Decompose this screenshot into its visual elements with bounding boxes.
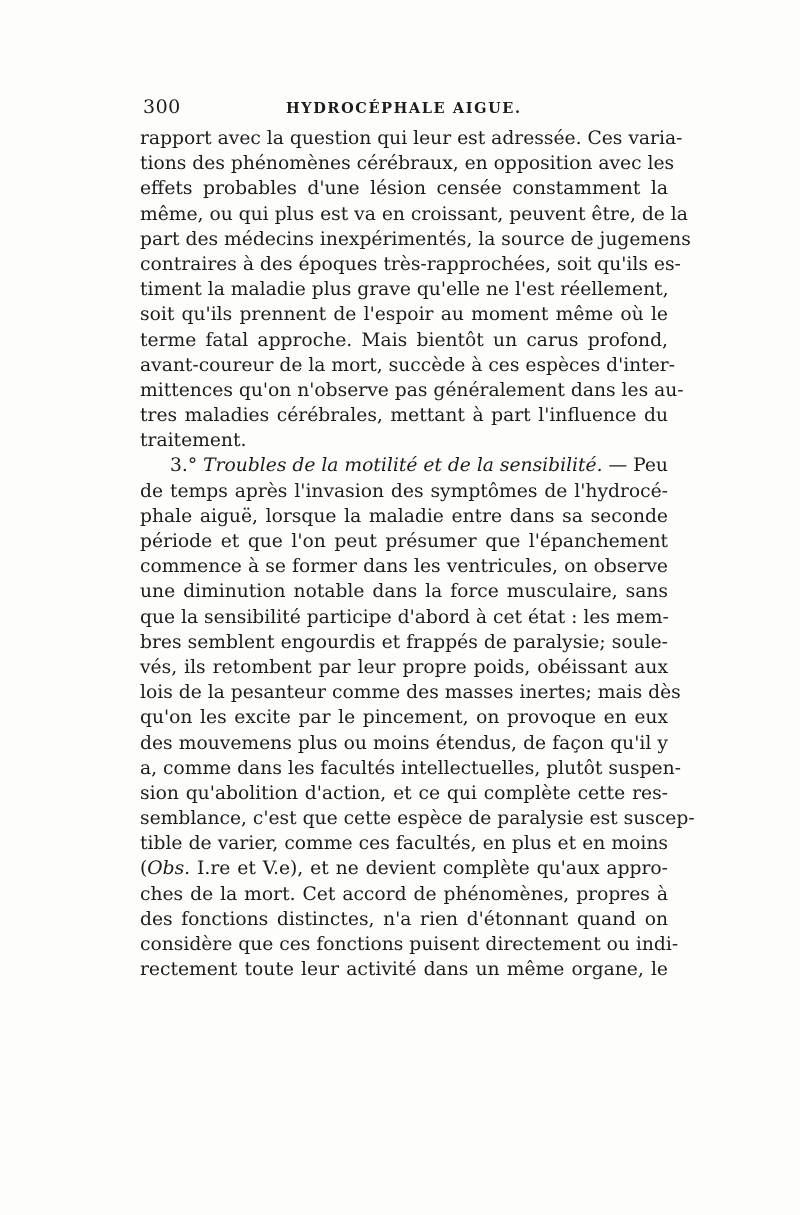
text-line: ches de la mort. Cet accord de phénomènes, propres à	[140, 883, 668, 905]
text-line: terme fatal approche. Mais bientôt un carus profond,	[140, 329, 668, 351]
section-number: 3.°	[170, 455, 198, 477]
text-line: lois de la pesanteur comme des masses inertes; mais dès	[140, 682, 681, 704]
text-line: de temps après l'invasion des symptômes de l'hydrocé-	[140, 480, 668, 502]
body-text	[140, 126, 695, 982]
text-line: effets probables d'une lésion censée constamment la	[140, 178, 668, 200]
text-line: bres semblent engourdis et frappés de paralysie; soule-	[140, 631, 668, 653]
page-header	[143, 96, 663, 120]
text-line: part des médecins inexpérimentés, la source de jugemens	[140, 228, 691, 250]
section-dash: — Peu	[608, 455, 668, 477]
text-line: tres maladies cérébrales, mettant à part l'influence du	[140, 405, 668, 427]
text-line: soit qu'ils prennent de l'espoir au moment même où le	[140, 304, 668, 326]
text-line: mittences qu'on n'observe pas généralement dans les au-	[140, 379, 684, 401]
observation-reference-line	[140, 856, 668, 881]
text-line: contraires à des époques très-rapprochées, soit qu'ils es-	[140, 253, 681, 275]
text-line: considère que ces fonctions puisent directement ou indi-	[140, 934, 679, 955]
text-line: traitement.	[140, 430, 247, 452]
text-line: avant-coureur de la mort, succède à ces espèces d'inter-	[140, 354, 676, 376]
text-line: commence à se former dans les ventricules, on observe	[140, 556, 668, 578]
obs-abbrev: Obs.	[147, 858, 191, 880]
text-line: que la sensibilité participe d'abord à cet état : les mem-	[140, 606, 669, 628]
section-title: Troubles de la motilité et de la sensibilité.	[203, 455, 603, 477]
text-line: des mouvemens plus ou moins étendus, de façon qu'il y	[140, 732, 668, 754]
text-line: rapport avec la question qui leur est adressée. Ces varia-	[140, 128, 683, 149]
running-head: HYDROCÉPHALE AIGUE.	[286, 100, 522, 117]
text-line: vés, ils retombent par leur propre poids, obéissant aux	[140, 656, 668, 678]
text-line: des fonctions distinctes, n'a rien d'étonnant quand on	[140, 908, 668, 930]
text-line: tions des phénomènes cérébraux, en opposition avec les	[140, 153, 675, 175]
text-line: rectement toute leur activité dans un même organe, le	[140, 959, 668, 981]
text-line: phale aiguë, lorsque la maladie entre dans sa seconde	[140, 505, 668, 527]
text-line: une diminution notable dans la force musculaire, sans	[140, 581, 668, 603]
text-line: qu'on les excite par le pincement, on provoque en eux	[140, 707, 668, 729]
text-line: timent la maladie plus grave qu'elle ne l'est réellement,	[140, 279, 669, 301]
page-number: 300	[143, 96, 181, 118]
obs-refs: I.re et V.e), et ne devient complète qu'aux appro-	[190, 858, 668, 880]
section-heading-line	[140, 453, 668, 478]
text-line: semblance, c'est que cette espèce de paralysie est suscep-	[140, 808, 695, 830]
text-line: même, ou qui plus est va en croissant, peuvent être, de la	[140, 203, 688, 225]
text-line: a, comme dans les facultés intellectuelles, plutôt suspen-	[140, 757, 681, 779]
text-line: tible de varier, comme ces facultés, en plus et en moins	[140, 833, 668, 855]
text-line: sion qu'abolition d'action, et ce qui complète cette res-	[140, 782, 668, 804]
text-line: période et que l'on peut présumer que l'épanchement	[140, 531, 668, 552]
obs-open-paren: (	[140, 858, 148, 880]
